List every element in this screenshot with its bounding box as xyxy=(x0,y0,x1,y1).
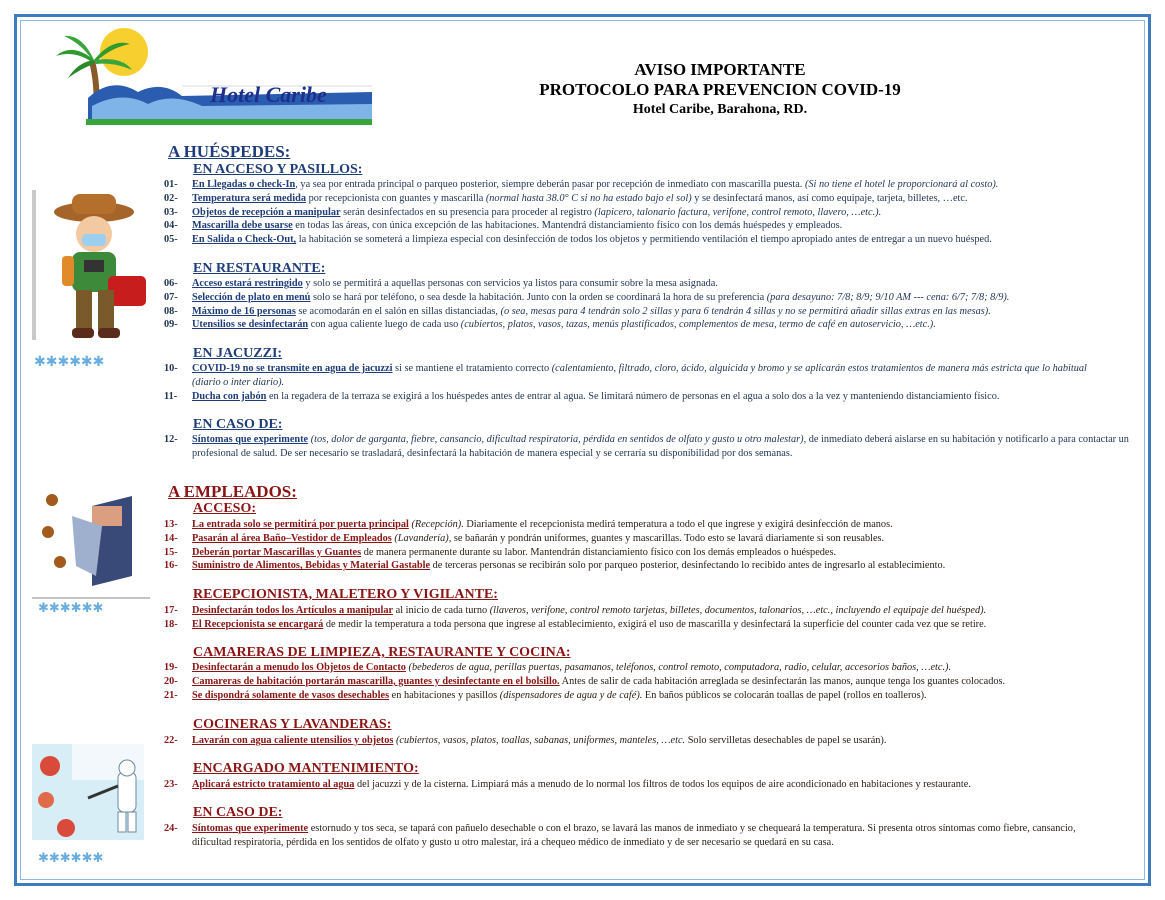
list-item: 07- Selección de plato en menú solo se hará por teléfono, o sea desde la habitación. Junto con la orden se coordinará la hora de su preferencia (para desayuno: 7/8; 8/9; 9/10 AM --- cena: 6/7; 7/8; 8/9). xyxy=(164,291,1010,303)
list-item: 04- Mascarilla debe usarse en todas las áreas, con única excepción de las habitaciones. Mantendrá distanciamiento físico con los demás huéspedes y empleados. xyxy=(164,220,843,232)
employee-subsection-title: ACCESO: xyxy=(193,501,257,516)
employee-list-symptoms xyxy=(164,822,1104,850)
guest-subsection-title: EN RESTAURANTE: xyxy=(193,261,326,276)
employee-subsection-title: RECEPCIONISTA, MALETERO Y VIGILANTE: xyxy=(193,587,498,602)
sanitizer-illustration xyxy=(32,742,152,873)
hotel-logo xyxy=(52,26,372,130)
list-item: 24- Síntomas que experimente estornudo y tos seca, se tapará con pañuelo desechable o con el brazo, se lavará las manos de inmediato y se chequeará la temperatura. Si presenta otros síntomas como fiebre, cansancio, dificultad respiratoria, pérdida en los sentidos de olfato y gusto u otro malestar, irá a chequeo médico de inmediato y de ser necesario se quedará en su casa. xyxy=(164,823,1076,848)
list-item: 22- Lavarán con agua caliente utensilios y objetos (cubiertos, vasos, platos, toallas, sabanas, uniformes, manteles, …etc. Solo servilletas desechables de papel se usarán). xyxy=(164,735,887,746)
guest-subsection-title: EN ACCESO Y PASILLOS: xyxy=(193,162,363,177)
list-item: 06- Acceso estará restringido y solo se permitirá a aquellas personas con servicios ya listos para consumir sobre la mesa asignada. xyxy=(164,278,718,289)
guest-list-jacuzzi xyxy=(164,362,1109,403)
employee-subsection-title: ENCARGADO MANTENIMIENTO: xyxy=(193,761,419,776)
guest-list-symptoms xyxy=(164,433,1129,461)
employee-list-cleaning xyxy=(164,661,1139,702)
worker-illustration xyxy=(32,486,152,621)
svg-text:✱✱✱✱✱✱: ✱✱✱✱✱✱ xyxy=(38,601,104,616)
guest-list-restaurant xyxy=(164,277,1139,332)
list-item: 13- La entrada solo se permitirá por puerta principal (Recepción). Diariamente el recepcionista medirá temperatura a todo el que ingrese y exigirá desinfección de manos. xyxy=(164,519,893,530)
employee-subsection-title: COCINERAS Y LAVANDERAS: xyxy=(193,717,392,732)
list-item: 01- En Llegadas o check-In, ya sea por entrada principal o parqueo posterior, siempre deberán pasar por recepción de inmediato con mascarilla puesta. (Si no tiene el hotel le proporcionará al costo). xyxy=(164,179,999,190)
employee-subsection-title: CAMARERAS DE LIMPIEZA, RESTAURANTE Y COCINA: xyxy=(193,645,571,660)
notice-header xyxy=(480,60,960,119)
tourist-illustration xyxy=(32,190,162,385)
list-item: 18- El Recepcionista se encargará de medir la temperatura a toda persona que ingrese al establecimiento, exigirá el uso de mascarilla y desinfectará la superficie del counter cada vez que se retire. xyxy=(164,618,987,630)
header-location: Hotel Caribe, Barahona, RD. xyxy=(632,102,808,117)
employees-section-title: A EMPLEADOS: xyxy=(168,482,297,501)
svg-text:✱✱✱✱✱✱: ✱✱✱✱✱✱ xyxy=(34,354,105,370)
guest-list-access xyxy=(164,178,1139,247)
employee-list-access xyxy=(164,518,1139,573)
list-item: 17- Desinfectarán todos los Artículos a manipular al inicio de cada turno (llaveros, verifone, control remoto tarjetas, billetes, documentos, talonarios, …etc., incluyendo el equipaje del huésped). xyxy=(164,605,987,616)
list-item: 05- En Salida o Check-Out, la habitación se someterá a limpieza especial con desinfección de todos los objetos y permitiendo ventilación el tiempo apropiado antes de entregar a un nuevo huésped. xyxy=(164,234,992,246)
employee-list-kitchen xyxy=(164,734,1139,748)
list-item: 23- Aplicará estricto tratamiento al agua del jacuzzi y de la cisterna. Limpiará más a menudo de lo normal los filtros de todos los equipos de aire acondicionado en habitaciones y restaurante. xyxy=(164,779,971,790)
list-item: 09- Utensilios se desinfectarán con agua caliente luego de cada uso (cubiertos, platos, vasos, tazas, menús plastificados, complementos de mesa, termo de café en autoservicio, …etc.). xyxy=(164,319,936,331)
list-item: 21- Se dispondrá solamente de vasos desechables en habitaciones y pasillos (dispensadores de agua y de café). En baños públicos se colocarán toallas de papel (rollos en toalleros). xyxy=(164,689,927,701)
list-item: 19- Desinfectarán a menudo los Objetos de Contacto (bebederos de agua, perillas puertas, pasamanos, teléfonos, control remoto, computadora, radio, celular, accesorios baños, …etc.). xyxy=(164,662,952,673)
list-item: 02- Temperatura será medida por recepcionista con guantes y mascarilla (normal hasta 38.0° C si no ha estado bajo el sol) y se desinfectará manos, así como equipaje, tarjeta, billetes, …etc. xyxy=(164,192,968,204)
list-item: 11- Ducha con jabón en la regadera de la terraza se exigirá a los huéspedes antes de entrar al agua. Se limitará número de personas en el agua a solo dos a la vez y manteniendo distanciamiento físico. xyxy=(164,390,1000,402)
list-item: 15- Deberán portar Mascarillas y Guantes de manera permanente durante su labor. Mantendrán distanciamiento físico con los demás empleados o huéspedes. xyxy=(164,546,837,558)
header-subtitle: PROTOCOLO PARA PREVENCION COVID-19 xyxy=(539,80,901,99)
employee-list-reception xyxy=(164,604,1139,632)
guest-subsection-title: EN CASO DE: xyxy=(193,417,283,432)
list-item: 20- Camareras de habitación portarán mascarilla, guantes y desinfectante en el bolsillo. Antes de salir de cada habitación arreglada se desinfectarán las manos, aunque tenga los guantes colocados. xyxy=(164,675,1006,687)
list-item: 12- Síntomas que experimente (tos, dolor de garganta, fiebre, cansancio, dificultad respiratoria, pérdida en sentidos de olfato y gusto u otro malestar), de inmediato deberá aislarse en su habitación y notificarlo a para contactar un profesional de salud. De ser necesario se trasladará, desinfectará la habitación de manera especial y se cerraría su disponibilidad por dos semanas. xyxy=(164,434,1129,459)
list-item: 03- Objetos de recepción a manipular serán desinfectados en su presencia para proceder al registro (lapicero, talonario factura, verifone, control remoto, llavero, …etc.). xyxy=(164,206,882,218)
hotel-logo-text: Hotel Caribe xyxy=(210,82,327,107)
header-title: AVISO IMPORTANTE xyxy=(634,60,806,79)
list-item: 16- Suministro de Alimentos, Bebidas y Material Gastable de terceras personas se recibirán solo por parqueo posterior, desinfectando lo recibido antes de ingresarlo al establecimiento. xyxy=(164,560,946,572)
guests-section-title: A HUÉSPEDES: xyxy=(168,142,291,161)
list-item: 08- Máximo de 16 personas se acomodarán en el salón en sillas distanciadas, (o sea, mesas para 4 tendrán solo 2 sillas y para 6 tendrán 4 sillas y no se permitirá añadir sillas extras en las mesas). xyxy=(164,305,991,317)
list-item: 10- COVID-19 no se transmite en agua de jacuzzi si se mantiene el tratamiento correcto (calentamiento, filtrado, cloro, ácido, alguicida y bromo y se aplicarán estos tratamientos de manera más estricta que lo habitual (diario o inter diario). xyxy=(164,363,1087,388)
list-item: 14- Pasarán al área Baño–Vestidor de Empleados (Lavandería), se bañarán y pondrán uniformes, guantes y mascarillas. Todo esto se lavará diariamente si son reusables. xyxy=(164,532,885,544)
guest-subsection-title: EN JACUZZI: xyxy=(193,346,283,361)
svg-text:✱✱✱✱✱✱: ✱✱✱✱✱✱ xyxy=(38,851,104,866)
employee-list-maintenance xyxy=(164,778,1139,792)
employee-subsection-title: EN CASO DE: xyxy=(193,805,283,820)
